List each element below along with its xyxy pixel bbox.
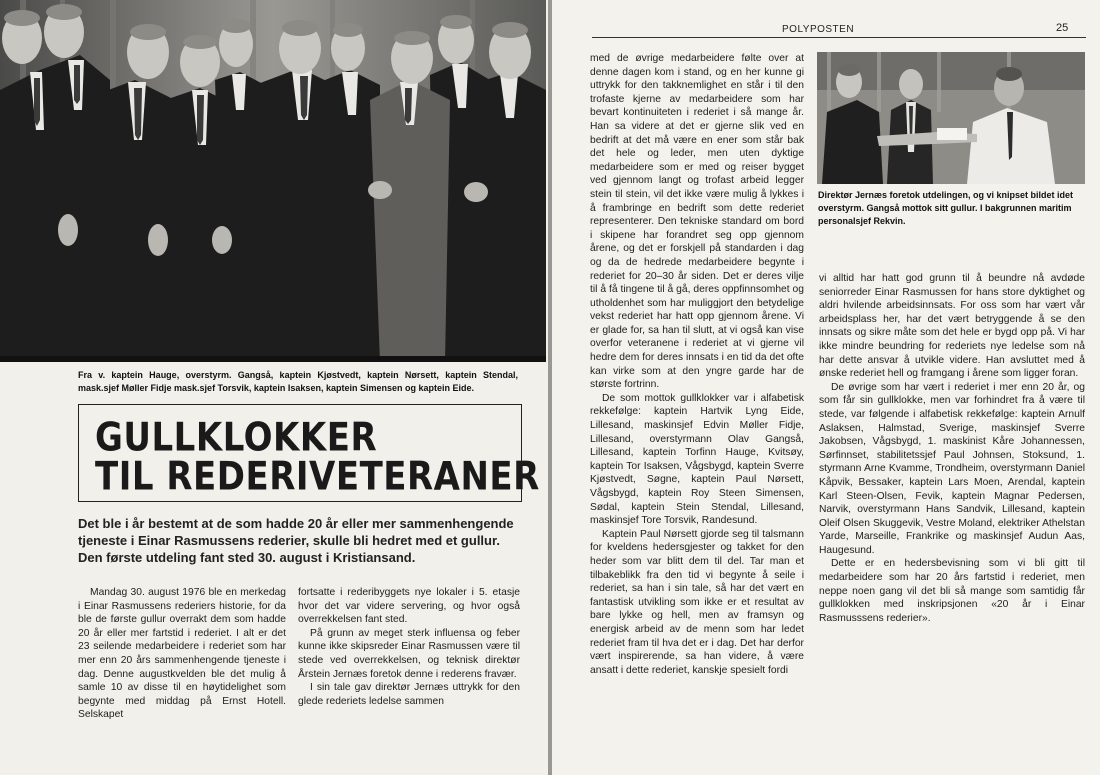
right-column-1 bbox=[590, 52, 804, 677]
article-paragraph: med de øvrige medarbeidere følte over at denne dagen kom i stand, og en her kunne gi uttrykk for den takknemlighet en står i til den trofaste kjerne av medarbeidere som har bevart kontinuiteten i rederiet i så mange år. Han sa videre at det er gjerne slik ved en bedrift at det må være en ener som står bak det hele og leder, men uten dyktige medarbeidere som er med og reiser bygget ved gjennom langt og trofast arbeid legger stein til stein, vil det ikke være mulig å lykkes i å frambringe en bedrift som dette rederiet representerer. Den tekniske standard om bord i skipene har forandret seg opp gjennom årene, og det er forskjell på standarden i dag og da de hedrede medarbeidere begynte i rederiet for 20–30 år siden. Det er deres vilje til å få tingene til å gå, deres oppfinnsomhet og utholdenhet som har muliggjort den betydelige vekst rederiet har hatt opp gjennom årene. Vi er glade for, sa han til slutt, at vi også kan vise overfor veteranene i rederiet at vi gjerne vil hedre dem for deres innsats i en tid da det ofte kan virke som at den yngre garde har de største fortrinn. bbox=[590, 53, 804, 391]
article-paragraph: fortsatte i rederibyggets nye lokaler i 5. etasje hvor det var videre servering, og hvor også overrekkelsen fant sted. bbox=[298, 587, 520, 626]
left-column-1 bbox=[78, 586, 286, 722]
headline-line-1: GULLKLOKKER bbox=[95, 414, 378, 461]
article-paragraph: Mandag 30. august 1976 ble en merkedag i Einar Rasmussens rederiers historie, for da ble de første gullur overrakt dem som hadde 20 år eller mer fartstid i rederiet. I alt er det 23 seilende medarbeidere i rederiet som har mer enn 20 års sammenhengende tjeneste i dag. Denne augustkvelden ble det mulig å samle 10 av disse til en høytidelighet som begynte med middag på Ernst Hotell. Selskapet bbox=[78, 587, 286, 721]
headline-line-2: TIL REDERIVETERANER bbox=[95, 453, 540, 500]
headline-box bbox=[78, 404, 540, 502]
left-column-2 bbox=[298, 586, 520, 708]
article-paragraph: vi alltid har hatt god grunn til å beundre nå avdøde seniorreder Einar Rasmussen for hans store dyktighet og aldri hvilende arbeidsinnsats. For oss som har vært vår arbeidsplass her, har det vært betryggende å se den innsats og sikre måte som det hele er bygd opp på. Vi har ikke mindre beundring for rederiets nye ledelse som nå har dette ansvar å utvikle videre. Han avsluttet med å ønske rederiet hell og framgang i årene som ligger foran. bbox=[819, 273, 1085, 380]
article-paragraph: De som mottok gullklokker var i alfabetisk rekkefølge: kaptein Hartvik Lyng Eide, Lillesand, maskinsjef Edvin Møller Fidje, Lillesand, overstyrmann Olav Gangså, Lillesand, kaptein Torfinn Hauge, Kvitsøy, kaptein Tor Isaksen, Vågsbygd, kaptein Sverre Kjøstvedt, Søgne, kaptein Paul Nørsett, Vågsbygd, kaptein Roy Steen Simensen, Sødal, kaptein Stein Stendal, Lillesand, maskinsjef Tore Torsvik, Randesund. bbox=[590, 392, 804, 527]
group-photo-caption: Fra v. kaptein Hauge, overstyrm. Gangså, kaptein Kjøstvedt, kaptein Nørsett, kaptein Stendal, mask.sjef Møller Fidje mask.sjef Torsvik, kaptein Isaksen, kaptein Simensen og kaptein Eide. bbox=[78, 370, 518, 393]
article-paragraph: I sin tale gav direktør Jernæs uttrykk for den glede rederiets ledelse sammen bbox=[298, 682, 520, 707]
article-paragraph: Kaptein Paul Nørsett gjorde seg til talsmann for kveldens hedersgjester og takket for den heder som var blitt dem til del. Tar man et tilbakeblikk fra den tid vi begynte å seile i rederiet, sa han i sin tale, så har det vært en fantastisk utvikling som ikke er et resultat av bare lykke og hell, men av framsyn og energisk arbeid av de menn som har ledet rederiet fram til hva det er i dag. Det har derfor vært inspirerende, sa han videre, å være ansatt i dette rederiet, kanskje spesielt fordi bbox=[590, 528, 804, 676]
running-head: POLYPOSTEN bbox=[782, 24, 855, 35]
handshake-photo bbox=[817, 52, 1085, 184]
group-photo-image bbox=[0, 0, 546, 362]
right-page bbox=[552, 0, 1100, 775]
article-paragraph: Dette er en hedersbevisning som vi bli gitt til medarbeidere som har 20 års fartstid i rederiet, men neppe noen gang vil det bli så mange som samtidig får gullklokken med inskripsjonen «20 år i Einar Rasmusssens rederier». bbox=[819, 558, 1085, 624]
handshake-photo-caption: Direktør Jernæs foretok utdelingen, og vi knipset bildet idet overstyrm. Gangså mottok sitt gullur. I bakgrunnen maritim personalsjef Rekvin. bbox=[818, 190, 1074, 226]
lead-paragraph: Det ble i år bestemt at de som hadde 20 år eller mer sammenhengende tjeneste i Einar Rasmussens rederier, skulle bli hedret med et gullur. Den første utdeling fant sted 30. august i Kristiansand. bbox=[78, 516, 514, 565]
right-column-2 bbox=[819, 272, 1085, 625]
article-paragraph: På grunn av meget sterk influensa og feber kunne ikke skipsreder Einar Rasmussen være til stede ved overrekkelsen, og teknisk direktør Årstein Jernæs foretok denne i rederens fravær. bbox=[298, 627, 520, 680]
header-rule bbox=[592, 37, 1086, 38]
article-paragraph: De øvrige som har vært i rederiet i mer enn 20 år, og som får sin gullklokke, men var forhindret fra å være til stede, var følgende i alfabetisk rekkefølge: kaptein Arnulf Aslaksen, Halmstad, Sverige, maskinsjef Sverre Jakobsen, Vågsbygd, 1. maskinist Kåre Johannessen, Sørfinnset, stabilitetssjef Paul Johnsen, Stoksund, 1. styrmann Arne Kvamme, Trondheim, overstyrmann Daniel Kåpvik, Bessaker, kaptein Lars Moen, Arendal, kaptein Karl Steen-Olsen, Fevik, kaptein Magnar Pedersen, Narvik, overstyrmann Hans Sandvik, Lillesand, kaptein Oleif Olsen Skuggevik, Vestre Moland, elektriker Athelstan Yarde, Marseille, Frankrike og maskinsjef Audun Aas, Haugesund. bbox=[819, 381, 1085, 556]
page-number: 25 bbox=[1056, 22, 1069, 34]
group-photo bbox=[0, 0, 546, 362]
left-page bbox=[0, 0, 548, 775]
handshake-photo-image bbox=[817, 52, 1085, 184]
